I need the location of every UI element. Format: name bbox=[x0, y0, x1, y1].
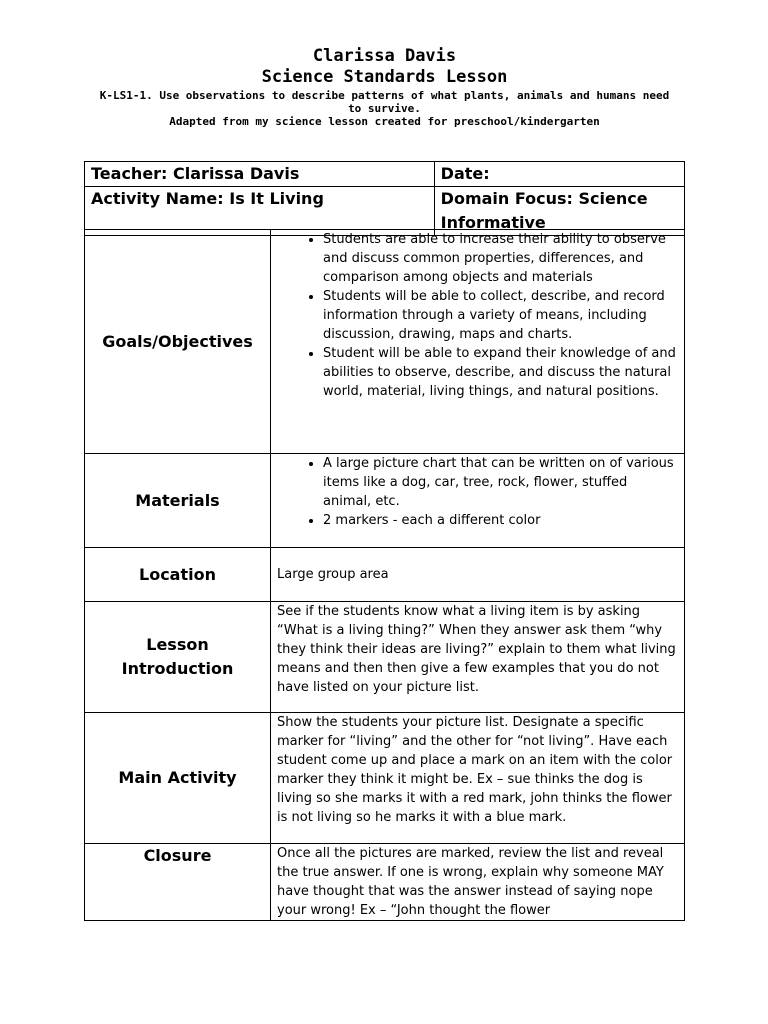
adapted-note: Adapted from my science lesson created for preschool/kindergarten bbox=[169, 115, 600, 128]
document-title: Science Standards Lesson bbox=[261, 67, 508, 87]
main-activity-row bbox=[85, 713, 685, 844]
date-cell: Date: bbox=[434, 162, 684, 187]
introduction-label: Lesson Introduction bbox=[85, 602, 271, 713]
document-header bbox=[84, 46, 685, 129]
materials-row bbox=[85, 454, 685, 548]
main-activity-label: Main Activity bbox=[85, 713, 271, 844]
location-label: Location bbox=[85, 548, 271, 602]
closure-content: Once all the pictures are marked, review the list and reveal the true answer. If one is wrong, explain why someone MAY have thought that was the answer instead of saying nope your wrong! Ex – “John thought the flower bbox=[271, 844, 685, 921]
goal-item: • Students will be able to collect, describe, and record information through a variety of means, including discussion, drawing, maps and charts. bbox=[323, 287, 678, 344]
materials-list bbox=[277, 454, 678, 530]
info-row-1 bbox=[85, 162, 685, 187]
domain-focus-cell: Domain Focus: Science Informative bbox=[434, 187, 684, 236]
goal-item: • Student will be able to expand their knowledge of and abilities to observe, describe, and discuss the natural world, material, living things, and natural positions. bbox=[323, 344, 678, 401]
goal-item: • Students are able to increase their ability to observe and discuss common properties, differences, and comparison among objects and materials bbox=[323, 230, 678, 287]
lesson-plan-table bbox=[84, 229, 685, 921]
closure-row bbox=[85, 844, 685, 921]
activity-name-cell: Activity Name: Is It Living bbox=[85, 187, 435, 236]
material-item: • 2 markers - each a different color bbox=[323, 511, 678, 530]
location-row bbox=[85, 548, 685, 602]
goals-label: Goals/Objectives bbox=[85, 230, 271, 454]
main-activity-content: Show the students your picture list. Designate a specific marker for “living” and the other for “not living”. Have each student come up and place a mark on an item with the color marker they think it might be. Ex – sue thinks the dog is living so she marks it with a red mark, john thinks the flower is not living so he marks it with a blue mark. bbox=[271, 713, 685, 844]
introduction-content: See if the students know what a living item is by asking “What is a living thing?” When they answer ask them “why they think their ideas are living?” explain to them what living means and then then give a few examples that you do not have listed on your picture list. bbox=[271, 602, 685, 713]
materials-label: Materials bbox=[85, 454, 271, 548]
goals-content bbox=[271, 230, 685, 454]
closure-label: Closure bbox=[85, 844, 271, 921]
teacher-cell: Teacher: Clarissa Davis bbox=[85, 162, 435, 187]
material-item: • A large picture chart that can be written on of various items like a dog, car, tree, rock, flower, stuffed animal, etc. bbox=[323, 454, 678, 511]
location-content: Large group area bbox=[271, 548, 685, 602]
materials-content bbox=[271, 454, 685, 548]
introduction-row bbox=[85, 602, 685, 713]
goals-row bbox=[85, 230, 685, 454]
goals-list bbox=[277, 230, 678, 401]
info-table bbox=[84, 161, 685, 236]
standard-text: K-LS1-1. Use observations to describe patterns of what plants, animals and humans need to survive. bbox=[99, 89, 670, 115]
author-name: Clarissa Davis bbox=[312, 46, 457, 66]
